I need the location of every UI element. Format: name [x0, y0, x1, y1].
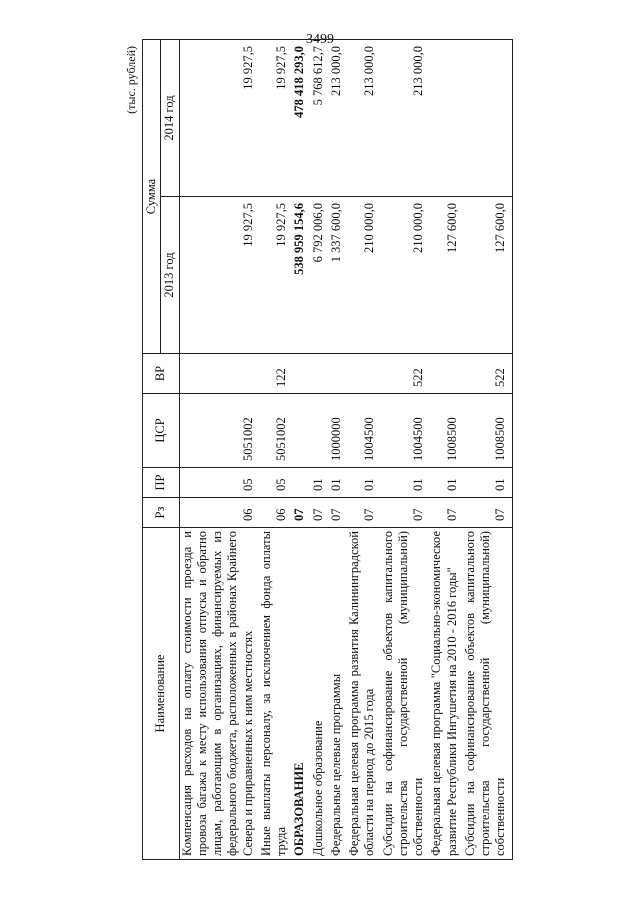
- cell-2014: 19 927,5: [179, 40, 259, 197]
- cell-csr: [311, 394, 329, 468]
- table-row: [429, 40, 463, 860]
- cell-pr: 01: [429, 468, 463, 498]
- cell-vr: [311, 354, 329, 394]
- header-name: Наименование: [143, 528, 180, 860]
- cell-pr: 01: [311, 468, 329, 498]
- page-number: 3499: [306, 32, 334, 47]
- cell-rz: 07: [292, 498, 310, 528]
- cell-csr: 1004500: [381, 394, 430, 468]
- cell-2014: [429, 40, 463, 197]
- cell-2013: 127 600,0: [463, 197, 512, 354]
- cell-name: Федеральная целевая программа развития Калининградской области на период до 2015 года: [347, 528, 381, 860]
- cell-vr: [292, 354, 310, 394]
- cell-csr: 1000000: [329, 394, 347, 468]
- cell-vr: 122: [259, 354, 293, 394]
- cell-rz: 06: [259, 498, 293, 528]
- cell-2013: 1 337 600,0: [329, 197, 347, 354]
- header-rz: Рз: [143, 498, 180, 528]
- cell-name: Дошкольное образование: [311, 528, 329, 860]
- header-sum: Сумма: [143, 40, 161, 354]
- header-2013: 2013 год: [161, 197, 179, 354]
- cell-name: Федеральные целевые программы: [329, 528, 347, 860]
- budget-table: [142, 39, 513, 860]
- cell-vr: 522: [381, 354, 430, 394]
- cell-rz: 07: [329, 498, 347, 528]
- table-row: [259, 40, 293, 860]
- cell-csr: 5051002: [179, 394, 259, 468]
- cell-rz: 06: [179, 498, 259, 528]
- cell-2013: 210 000,0: [381, 197, 430, 354]
- cell-2013: 538 959 154,6: [292, 197, 310, 354]
- cell-vr: [347, 354, 381, 394]
- cell-csr: 1004500: [347, 394, 381, 468]
- cell-name: Компенсация расходов на оплату стоимости проезда и провоза багажа к месту использования отпуска и обратно лицам, работающим в организациях, финансируемых из федерального бюджета, расположенных в районах Крайнего Севера и приравненных к ним местностях: [179, 528, 259, 860]
- cell-rz: 07: [381, 498, 430, 528]
- cell-csr: 1008500: [463, 394, 512, 468]
- cell-2013: 19 927,5: [179, 197, 259, 354]
- cell-csr: 1008500: [429, 394, 463, 468]
- header-vr: ВР: [143, 354, 180, 394]
- cell-pr: [292, 468, 310, 498]
- cell-2014: 213 000,0: [347, 40, 381, 197]
- table-row: [329, 40, 347, 860]
- cell-vr: [429, 354, 463, 394]
- cell-csr: 5051002: [259, 394, 293, 468]
- cell-name: ОБРАЗОВАНИЕ: [292, 528, 310, 860]
- cell-2014: 213 000,0: [381, 40, 430, 197]
- cell-pr: 05: [259, 468, 293, 498]
- table-row: [311, 40, 329, 860]
- cell-2014: 213 000,0: [329, 40, 347, 197]
- cell-pr: 01: [463, 468, 512, 498]
- cell-2014: 5 768 612,7: [311, 40, 329, 197]
- cell-pr: 01: [347, 468, 381, 498]
- header-pr: ПР: [143, 468, 180, 498]
- cell-rz: 07: [429, 498, 463, 528]
- cell-pr: 01: [381, 468, 430, 498]
- units-note: (тыс. рублей): [124, 46, 138, 114]
- rotated-table-area: [120, 40, 600, 860]
- table-row: [292, 40, 310, 860]
- cell-name: Федеральная целевая программа "Социально-экономическое развитие Республики Ингушетия на 2010 - 2016 годы": [429, 528, 463, 860]
- cell-rz: 07: [463, 498, 512, 528]
- header-2014: 2014 год: [161, 40, 179, 197]
- cell-rz: 07: [347, 498, 381, 528]
- cell-name: Субсидии на софинансирование объектов капитального строительства государственной (муниципальной) собственности: [463, 528, 512, 860]
- cell-rz: 07: [311, 498, 329, 528]
- cell-vr: [179, 354, 259, 394]
- table-row: [463, 40, 512, 860]
- cell-name: Субсидии на софинансирование объектов капитального строительства государственной (муниципальной) собственности: [381, 528, 430, 860]
- table-row: [381, 40, 430, 860]
- cell-2013: 127 600,0: [429, 197, 463, 354]
- cell-2013: 210 000,0: [347, 197, 381, 354]
- cell-2014: [463, 40, 512, 197]
- cell-name: Иные выплаты персоналу, за исключением фонда оплаты труда: [259, 528, 293, 860]
- cell-vr: [329, 354, 347, 394]
- table-body: [179, 40, 512, 860]
- cell-2013: 19 927,5: [259, 197, 293, 354]
- cell-2014: 478 418 293,0: [292, 40, 310, 197]
- cell-pr: 01: [329, 468, 347, 498]
- cell-2014: 19 927,5: [259, 40, 293, 197]
- cell-vr: 522: [463, 354, 512, 394]
- table-row: [179, 40, 259, 860]
- cell-csr: [292, 394, 310, 468]
- header-csr: ЦСР: [143, 394, 180, 468]
- table-row: [347, 40, 381, 860]
- cell-pr: 05: [179, 468, 259, 498]
- cell-2013: 6 792 006,0: [311, 197, 329, 354]
